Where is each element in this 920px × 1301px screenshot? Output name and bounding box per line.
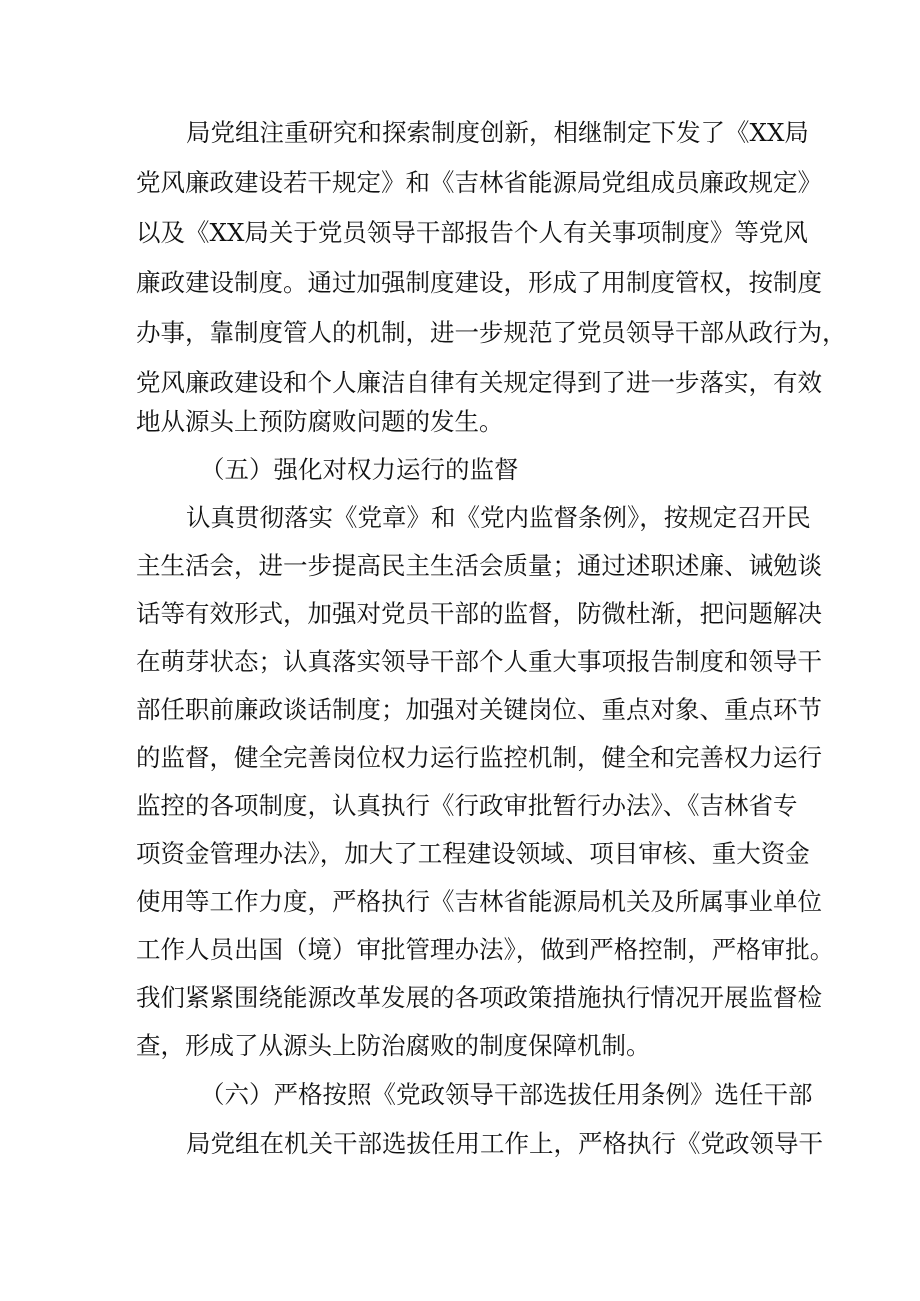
section-heading-6: （六）严格按照《党政领导干部选拔任用条例》选任干部 xyxy=(200,1080,813,1109)
paragraph-2-line-4: 在萌芽状态；认真落实领导干部个人重大事项报告制度和领导干 xyxy=(136,647,822,676)
paragraph-1-line-1: 局党组注重研究和探索制度创新，相继制定下发了《XX局 xyxy=(186,118,809,147)
paragraph-3-line-1: 局党组在机关干部选拔任用工作上，严格执行《党政领导干 xyxy=(186,1129,823,1158)
paragraph-1-line-3: 以及《XX局关于党员领导干部报告个人有关事项制度》等党风 xyxy=(136,218,808,247)
paragraph-1-line-2: 党风廉政建设若干规定》和《吉林省能源局党组成员廉政规定》 xyxy=(136,168,822,197)
paragraph-2-line-11: 我们紧紧围绕能源改革发展的各项政策措施执行情况开展监督检 xyxy=(136,983,822,1012)
paragraph-2-line-7: 监控的各项制度，认真执行《行政审批暂行办法》、《吉林省专 xyxy=(136,791,798,820)
section-heading-5: （五）强化对权力运行的监督 xyxy=(200,455,519,484)
paragraph-1-line-6: 党风廉政建设和个人廉洁自律有关规定得到了进一步落实，有效 xyxy=(136,368,822,397)
paragraph-1-line-7: 地从源头上预防腐败问题的发生。 xyxy=(136,407,504,436)
paragraph-2-line-9: 使用等工作力度，严格执行《吉林省能源局机关及所属事业单位 xyxy=(136,887,822,916)
paragraph-2-line-10: 工作人员出国（境）审批管理办法》，做到严格控制，严格审批。 xyxy=(136,935,835,964)
paragraph-1-line-4: 廉政建设制度。通过加强制度建设，形成了用制度管权，按制度 xyxy=(136,268,822,297)
paragraph-2-line-1: 认真贯彻落实《党章》和《党内监督条例》，按规定召开民 xyxy=(186,503,811,532)
paragraph-2-line-5: 部任职前廉政谈话制度；加强对关键岗位、重点对象、重点环节 xyxy=(136,695,822,724)
paragraph-2-line-3: 话等有效形式，加强对党员干部的监督，防微杜渐，把问题解决 xyxy=(136,599,822,628)
paragraph-2-line-12: 查，形成了从源头上防治腐败的制度保障机制。 xyxy=(136,1031,651,1060)
paragraph-2-line-2: 主生活会，进一步提高民主生活会质量；通过述职述廉、诫勉谈 xyxy=(136,551,822,580)
paragraph-1-line-5: 办事，靠制度管人的机制，进一步规范了党员领导干部从政行为， xyxy=(136,318,847,347)
paragraph-2-line-6: 的监督，健全完善岗位权力运行监控机制，健全和完善权力运行 xyxy=(136,743,822,772)
paragraph-2-line-8: 项资金管理办法》，加大了工程建设领域、项目审核、重大资金 xyxy=(136,839,810,868)
